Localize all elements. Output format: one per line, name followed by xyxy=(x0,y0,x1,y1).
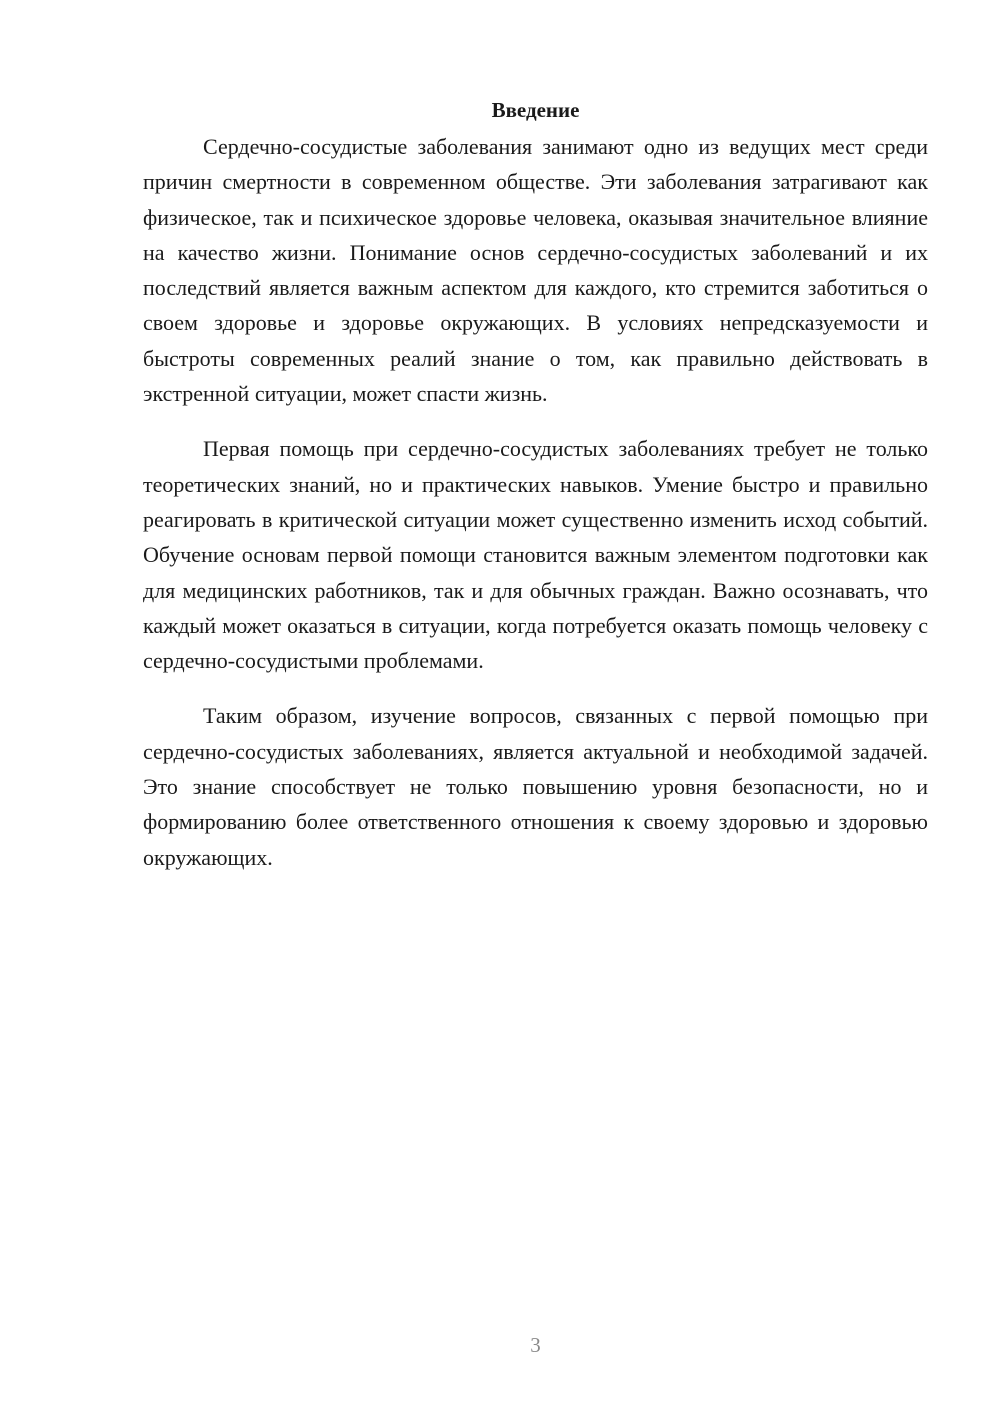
document-body xyxy=(143,92,928,895)
page-number: 3 xyxy=(530,1333,541,1357)
page-title: Введение xyxy=(491,98,580,122)
paragraph-1: Сердечно-сосудистые заболевания занимают одно из ведущих мест среди причин смертности в современном обществе. Эти заболевания затрагивают как физическое, так и психическое здоровье человека, оказывая значительное влияние на качество жизни. Понимание основ сердечно-сосудистых заболеваний и их последствий является важным аспектом для каждого, кто стремится заботиться о своем здоровье и здоровье окружающих. В условиях непредсказуемости и быстроты современных реалий знание о том, как правильно действовать в экстренной ситуации, может спасти жизнь. xyxy=(143,134,928,407)
paragraph-2: Первая помощь при сердечно-сосудистых заболеваниях требует не только теоретических знаний, но и практических навыков. Умение быстро и правильно реагировать в критической ситуации может существенно изменить исход событий. Обучение основам первой помощи становится важным элементом подготовки как для медицинских работников, так и для обычных граждан. Важно осознавать, что каждый может оказаться в ситуации, когда потребуется оказать помощь человеку с сердечно-сосудистыми проблемами. xyxy=(143,436,928,674)
paragraph-3: Таким образом, изучение вопросов, связанных с первой помощью при сердечно-сосудистых заболеваниях, является актуальной и необходимой задачей. Это знание способствует не только повышению уровня безопасности, но и формированию более ответственного отношения к своему здоровью и здоровью окружающих. xyxy=(143,703,928,870)
